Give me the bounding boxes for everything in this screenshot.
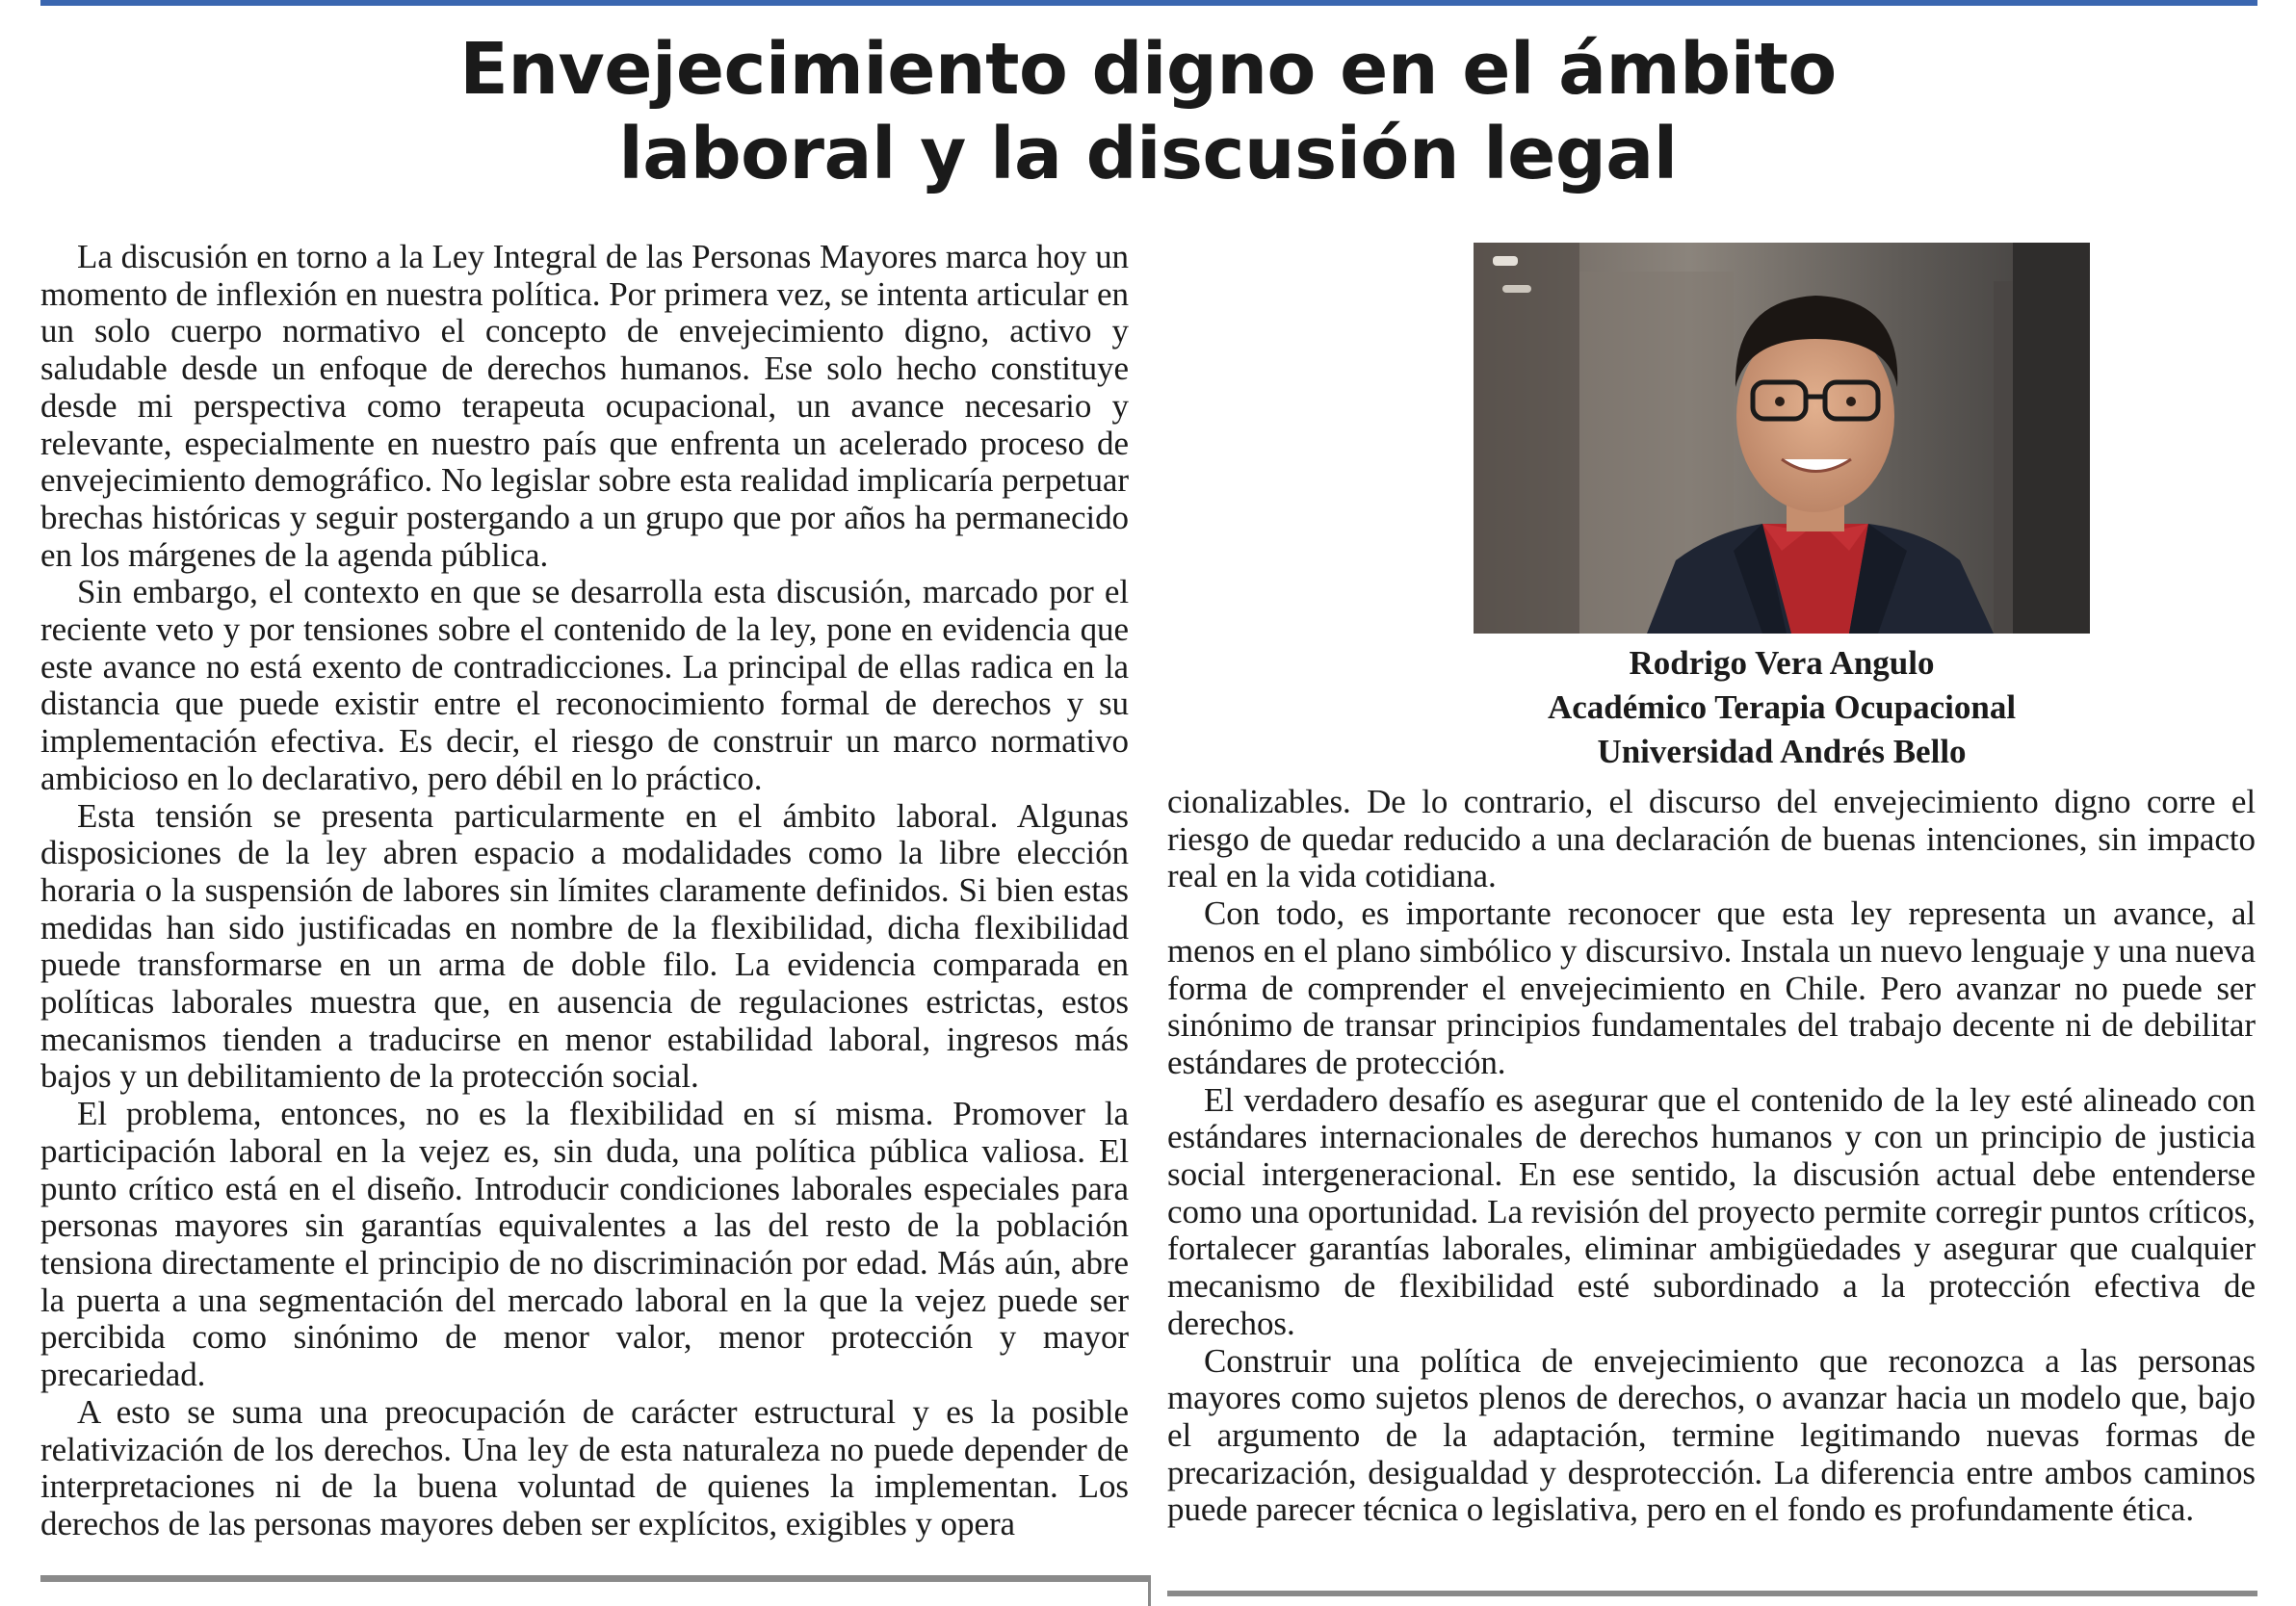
article-headline <box>0 27 2296 196</box>
paragraph: Con todo, es importante reconocer que esta ley representa un avance, al menos en el plano simbólico y discursivo. Instala un nuevo lenguaje y una nueva forma de comprender el envejecimiento en Chile. Pero avanzar no puede ser sinónimo de transar principios fundamentales del trabajo decente ni de debilitar estándares de protección. <box>1167 894 2256 1081</box>
author-institution: Universidad Andrés Bello <box>1597 733 1967 770</box>
left-column <box>40 239 1129 1543</box>
bottom-rule-left <box>40 1575 1150 1582</box>
author-photo <box>1474 243 2090 634</box>
paragraph: La discusión en torno a la Ley Integral de las Personas Mayores marca hoy un momento de inflexión en nuestra política. Por primera vez, se intenta articular en un solo cuerpo normativo el concepto de envejecimiento digno, activo y saludable desde un enfoque de derechos humanos. Ese solo hecho constituye desde mi perspectiva como terapeuta ocupacional, un avance necesario y relevante, especialmente en nuestro país que enfrenta un acelerado proceso de envejecimiento demográfico. No legislar sobre esta realidad implicaría perpetuar brechas históricas y seguir postergando a un grupo que por años ha permanecido en los márgenes de la agenda pública. <box>40 238 1129 574</box>
paragraph: Construir una política de envejecimiento que reconozca a las personas mayores como sujetos plenos de derechos, o avanzar hacia un modelo que, bajo el argumento de la adaptación, termine legitimando nuevas formas de precarización, desigualdad y desprotección. La diferencia entre ambos caminos puede parecer técnica o legislativa, pero en el fondo es profundamente ética. <box>1167 1341 2256 1529</box>
right-column <box>1167 784 2256 1529</box>
paragraph: Sin embargo, el contexto en que se desarrolla esta discusión, marcado por el reciente veto y por tensiones sobre el contenido de la ley, pone en evidencia que este avance no está exento de contradicciones. La principal de ellas radica en la distancia que puede existir entre el reconocimiento formal de derechos y su implementación efectiva. Es decir, el riesgo de construir un marco normativo ambicioso en lo declarativo, pero débil en lo práctico. <box>40 573 1129 797</box>
headline-line-2: laboral y la discusión legal <box>618 113 1678 195</box>
paragraph: El problema, entonces, no es la flexibilidad en sí misma. Promover la participación laboral en la vejez es, sin duda, una política pública valiosa. El punto crítico está en el diseño. Introducir condiciones laborales especiales para personas mayores sin garantías equivalentes a las del resto de la población tensiona directamente el principio de no discriminación por edad. Más aún, abre la puerta a una segmentación del mercado laboral en la que la vejez puede ser percibida como sinónimo de menor valor, menor protección y mayor precariedad. <box>40 1095 1129 1394</box>
column-divider-tick <box>1148 1575 1151 1606</box>
top-rule <box>40 0 2257 6</box>
headline-line-1: Envejecimiento digno en el ámbito <box>459 28 1837 111</box>
author-caption <box>1474 641 2090 774</box>
author-name: Rodrigo Vera Angulo <box>1629 644 1935 682</box>
bottom-rule-right <box>1167 1591 2257 1596</box>
author-portrait-illustration <box>1474 243 2090 634</box>
paragraph: El verdadero desafío es asegurar que el contenido de la ley esté alineado con estándares internacionales de derechos humanos y con un principio de justicia social intergeneracional. En ese sentido, la discusión actual debe entenderse como una oportunidad. La revisión del proyecto permite corregir puntos críticos, fortalecer garantías laborales, eliminar ambigüedades y asegurar que cualquier mecanismo de flexibilidad esté subordinado a la protección efectiva de derechos. <box>1167 1080 2256 1342</box>
paragraph: cionalizables. De lo contrario, el discurso del envejecimiento digno corre el riesgo de quedar reducido a una declaración de buenas intenciones, sin impacto real en la vida cotidiana. <box>1167 783 2256 895</box>
author-role: Académico Terapia Ocupacional <box>1547 688 2017 726</box>
paragraph: A esto se suma una preocupación de carácter estructural y es la posible relativización de los derechos. Una ley de esta naturaleza no puede depender de interpretaciones ni de la buena voluntad de quienes la implementan. Los derechos de las personas mayores deben ser explícitos, exigibles y opera <box>40 1392 1129 1542</box>
paragraph: Esta tensión se presenta particularmente en el ámbito laboral. Algunas disposiciones de la ley abren espacio a modalidades como la libre elección horaria o la suspensión de labores sin límites claramente definidos. Si bien estas medidas han sido justificadas en nombre de la flexibilidad, dicha flexibilidad puede transformarse en un arma de doble filo. La evidencia comparada en políticas laborales muestra que, en ausencia de regulaciones estrictas, estos mecanismos tienden a traducirse en menor estabilidad laboral, ingresos más bajos y un debilitamiento de la protección social. <box>40 796 1129 1096</box>
